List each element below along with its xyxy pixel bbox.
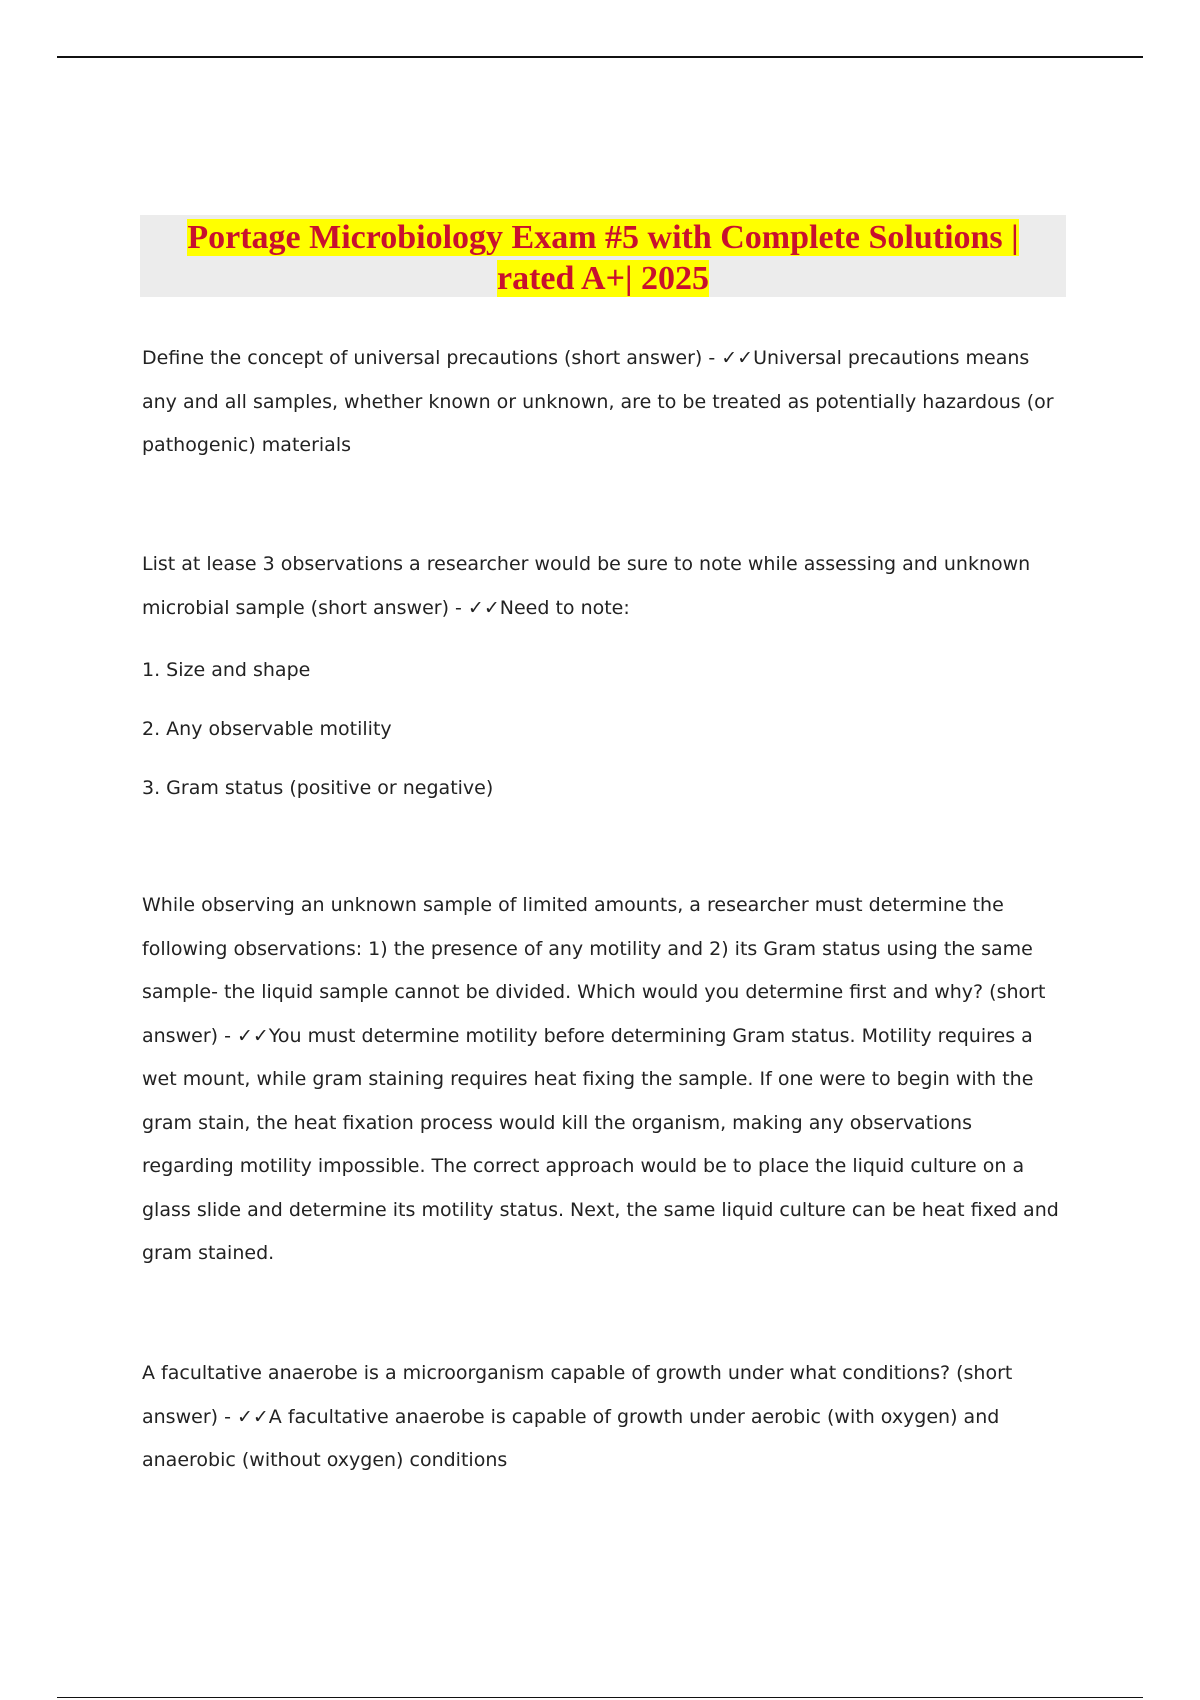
- title-line-1: Portage Microbiology Exam #5 with Complete Solutions |: [187, 219, 1019, 256]
- document-title: [168, 217, 1038, 299]
- title-line-2: rated A+| 2025: [497, 260, 709, 297]
- top-rule: [57, 56, 1143, 58]
- title-banner: [140, 215, 1066, 297]
- question-4: A facultative anaerobe is a microorganism capable of growth under what conditions? (short answer) - ✓✓A facultative anaerobe is capable of growth under aerobic (with oxygen) and anaerobic (without oxygen) conditions: [142, 1362, 1013, 1471]
- question-3: While observing an unknown sample of limited amounts, a researcher must determine the following observations: 1) the presence of any motility and 2) its Gram status using the same sample- the liquid sample cannot be divided. Which would you determine first and why? (short answer) - ✓✓You must determine motility before determining Gram status. Motility requires a wet mount, while gram staining requires heat fixing the sample. If one were to begin with the gram stain, the heat fixation process would kill the organism, making any observations regarding motility impossible. The correct approach would be to place the liquid culture on a glass slide and determine its motility status. Next, the same liquid culture can be heat fixed and gram stained.: [142, 894, 1059, 1264]
- question-2: List at lease 3 observations a researcher would be sure to note while assessing and unknown microbial sample (short answer) - ✓✓Need to note:: [142, 553, 1031, 619]
- list-item: 3. Gram status (positive or negative): [142, 777, 494, 799]
- question-1: Define the concept of universal precautions (short answer) - ✓✓Universal precautions means any and all samples, whether known or unknown, are to be treated as potentially hazardous (or pathogenic) materials: [142, 347, 1054, 456]
- bottom-rule: [57, 1697, 1143, 1698]
- list-item: 1. Size and shape: [142, 659, 311, 681]
- list-item: 2. Any observable motility: [142, 718, 392, 740]
